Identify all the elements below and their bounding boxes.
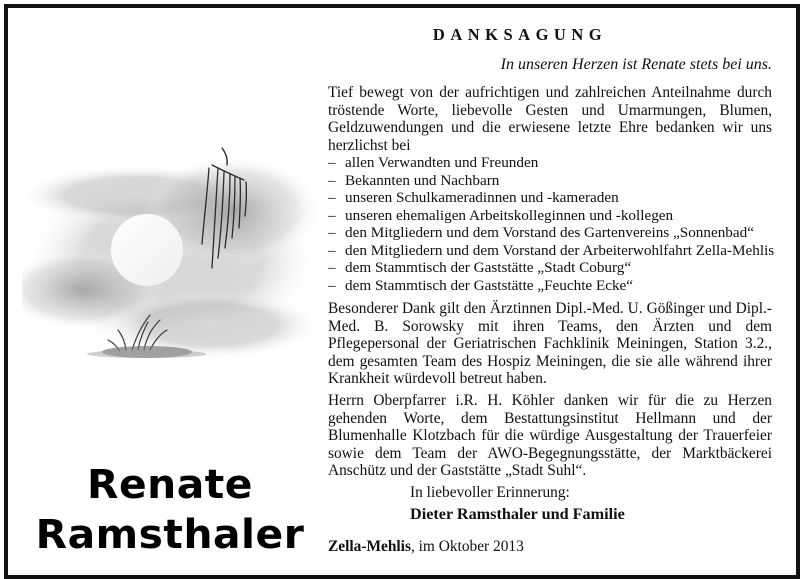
list-item: – unseren Schulkameradinnen und -kameraden	[328, 189, 619, 207]
list-item: – unseren ehemaligen Arbeitskolleginnen und -kollegen	[328, 206, 674, 224]
notice-title: DANKSAGUNG	[432, 25, 608, 44]
deceased-first-name: Renate	[87, 462, 253, 508]
thanks-list	[328, 154, 775, 294]
list-item: – dem Stammtisch der Gaststätte „Stadt Coburg“	[328, 259, 632, 277]
closing-line: In liebevoller Erinnerung:	[410, 484, 570, 501]
list-item: – allen Verwandten und Freunden	[328, 154, 539, 171]
list-item: – den Mitgliedern und dem Vorstand des Gartenvereins „Sonnenbad“	[328, 224, 754, 242]
intro-paragraph: Tief bewegt von der aufrichtigen und zahlreichen Anteilnahme durch tröstende Worte, liebevolle Gesten und Umarmungen, Blumen, Geldzuwendungen und die erwiesene letzte Ehre bedanken wir uns herzlichst bei	[328, 84, 772, 154]
family-signature: Dieter Ramsthaler und Familie	[410, 505, 625, 523]
pastor-paragraph: Herrn Oberpfarrer i.R. H. Köhler danken wir für die zu Herzen gehenden Worte, dem Bestattungsinstitut Hellmann und der Blumenhalle Klotzbach für die würdige Ausgestaltung der Trauerfeier sowie dem Team der AWO-Begegnungsstätte, der Marktbäckerei Anschütz und der Gaststätte „Stadt Suhl“.	[328, 392, 772, 480]
doctors-paragraph: Besonderer Dank gilt den Ärztinnen Dipl.-Med. U. Gößinger und Dipl.-Med. B. Sorowsky mit ihren Teams, den Ärzten und dem Pflegepersonal der Geriatrischen Fachklinik Meiningen, Station 3.2., dem gesamten Team des Hospiz Meiningen, die sie alle während ihrer Krankheit würdevoll betreut haben.	[328, 300, 772, 388]
list-item: – den Mitgliedern und dem Vorstand der Arbeiterwohlfahrt Zella-Mehlis	[328, 241, 775, 259]
list-item: – Bekannten und Nachbarn	[328, 171, 500, 189]
place-date	[328, 538, 524, 556]
date: , im Oktober 2013	[410, 538, 524, 555]
moon-willow-landscape-icon	[22, 140, 318, 390]
notice-motto: In unseren Herzen ist Renate stets bei uns.	[500, 56, 772, 73]
deceased-last-name: Ramsthaler	[35, 512, 305, 558]
list-item: – dem Stammtisch der Gaststätte „Feuchte Ecke“	[328, 276, 634, 294]
place: Zella-Mehlis	[328, 538, 411, 555]
